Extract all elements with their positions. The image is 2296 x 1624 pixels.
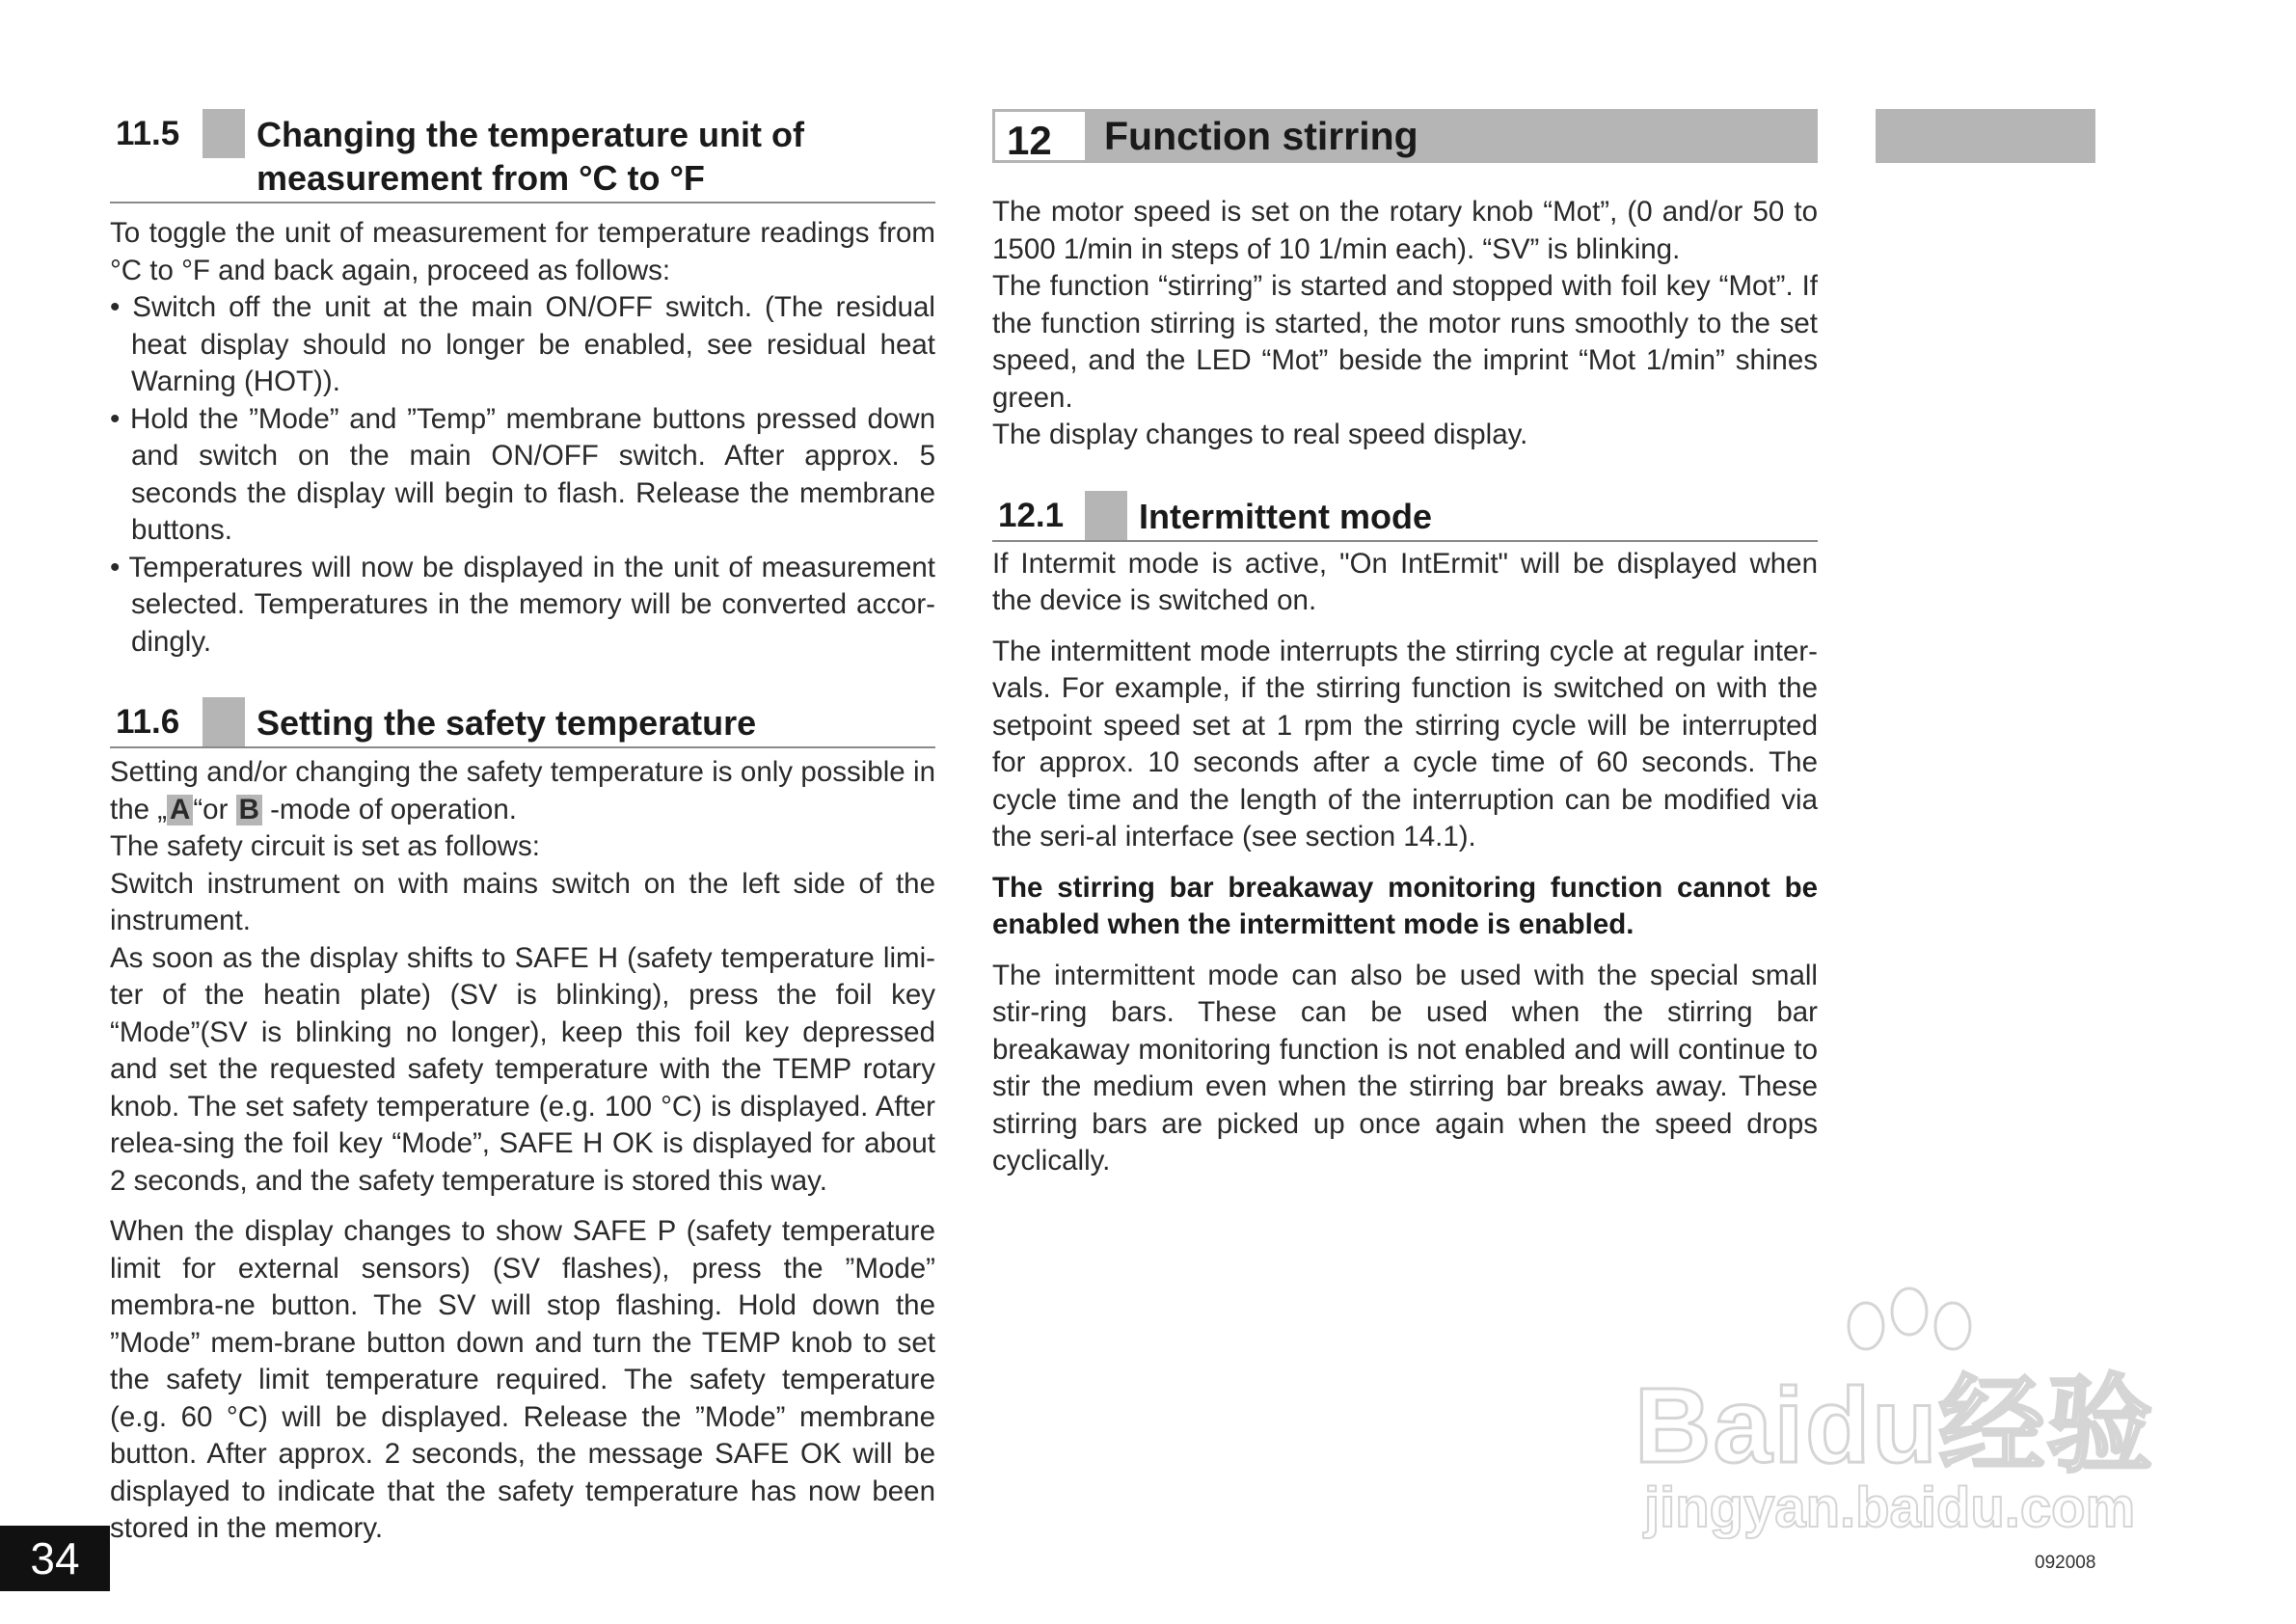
text: Setting and/or changing the safety temperature is only possible in the „ (110, 756, 935, 826)
section-12-heading (992, 109, 1818, 163)
list-item: • Temperatures will now be displayed in the unit of measurement selected. Temperatures in the memory will be converted accor-dingly. (110, 551, 935, 658)
page-number: 34 (0, 1526, 110, 1591)
paragraph: The motor speed is set on the rotary knob “Mot”, (0 and/or 50 to 1500 1/min in steps of 10 1/min each). “SV” is blinking. (992, 196, 1818, 265)
paragraph: The intermittent mode interrupts the stirring cycle at regular inter-vals. For example, if the stirring function is switched on with the setpoint speed set at 1 rpm the stirring cycle will be interrupted for approx. 10 seconds after a cycle time of 60 seconds. The cycle time and the length of the interruption can be modified via the seri-al interface (see section 14.1). (992, 635, 1818, 853)
document-code: 092008 (2035, 1553, 2096, 1573)
watermark-url: jingyan.baidu.com (1644, 1476, 2136, 1539)
section-title: Intermittent mode (1139, 496, 1433, 536)
section-number: 11.6 (110, 697, 203, 746)
text: “or (193, 793, 236, 826)
section-12-1-heading (992, 491, 1818, 542)
mode-a-key: A (167, 795, 193, 826)
paragraph: Switch instrument on with mains switch on the left side of the instrument. (110, 867, 935, 936)
right-column (992, 109, 1818, 1180)
watermark-logo: Baidu经验 (1634, 1367, 2155, 1485)
list-item: • Hold the ”Mode” and ”Temp” membrane buttons pressed down and switch on the main ON/OFF switch. After approx. 5 seconds the display will begin to flash. Release the membrane buttons. (110, 402, 935, 546)
mode-b-key: B (236, 795, 262, 826)
list-item: • Switch off the unit at the main ON/OFF switch. (The residual heat display should no longer be enabled, see residual heat Warning (HOT)). (110, 291, 935, 397)
section-number: 12.1 (992, 491, 1085, 540)
section-title: Function stirring (1104, 114, 1418, 158)
paragraph: The function “stirring” is started and stopped with foil key “Mot”. If the function stirring is started, the motor runs smoothly to the set speed, and the LED “Mot” beside the imprint “Mot 1/min” shines green. (992, 270, 1818, 414)
paragraph: The intermittent mode can also be used with the special small stir-ring bars. These can be used when the stirring bar breakaway monitoring function is not enabled and will continue to stir the medium even when the stirring bar breaks away. These stirring bars are picked up once again when the speed drops cyclically. (992, 959, 1818, 1177)
paragraph: The display changes to real speed display. (992, 419, 1528, 450)
header-grey-block (1876, 109, 2095, 163)
section-number: 11.5 (110, 109, 203, 158)
warning-paragraph: The stirring bar breakaway monitoring function cannot be enabled when the intermittent mode is enabled. (992, 871, 1818, 940)
paragraph (110, 754, 935, 828)
section-11-5-heading (110, 109, 935, 203)
section-number: 12 (992, 109, 1085, 163)
section-11-6-heading (110, 697, 935, 748)
paragraph: As soon as the display shifts to SAFE H (safety temperature limi-ter of the heatin plate) (SV is blinking), press the foil key “Mode”(SV is blinking no longer), keep this foil key depressed and set the requested safety temperature with the TEMP rotary knob. The set safety temperature (e.g. 100 °C) is displayed. After relea-sing the foil key “Mode”, SAFE H OK is displayed for about 2 seconds, and the safety temperature is stored this way. (110, 941, 935, 1197)
left-column (110, 109, 935, 1548)
paragraph: When the display changes to show SAFE P (safety temperature limit for external sensors) (SV flashes), press the ”Mode” membra-ne button. The SV will stop flashing. Hold down the ”Mode” mem-brane button down and turn the TEMP knob to set the safety limit temperature required. The safety temperature (e.g. 60 °C) will be displayed. Release the ”Mode” membrane button. After approx. 2 seconds, the message SAFE OK will be displayed to indicate that the safety temperature has now been stored in the memory. (110, 1215, 935, 1544)
paragraph: If Intermit mode is active, "On IntErmit" will be displayed when the device is switched on. (992, 547, 1818, 616)
paragraph: To toggle the unit of measurement for temperature readings from °C to °F and back again, proceed as follows: (110, 217, 935, 286)
section-title: Changing the temperature unit of measurement from °C to °F (257, 115, 805, 198)
text: -mode of operation. (261, 793, 517, 826)
section-title: Setting the safety temperature (257, 703, 757, 743)
paragraph: The safety circuit is set as follows: (110, 830, 540, 862)
baidu-watermark (1606, 1283, 2194, 1543)
